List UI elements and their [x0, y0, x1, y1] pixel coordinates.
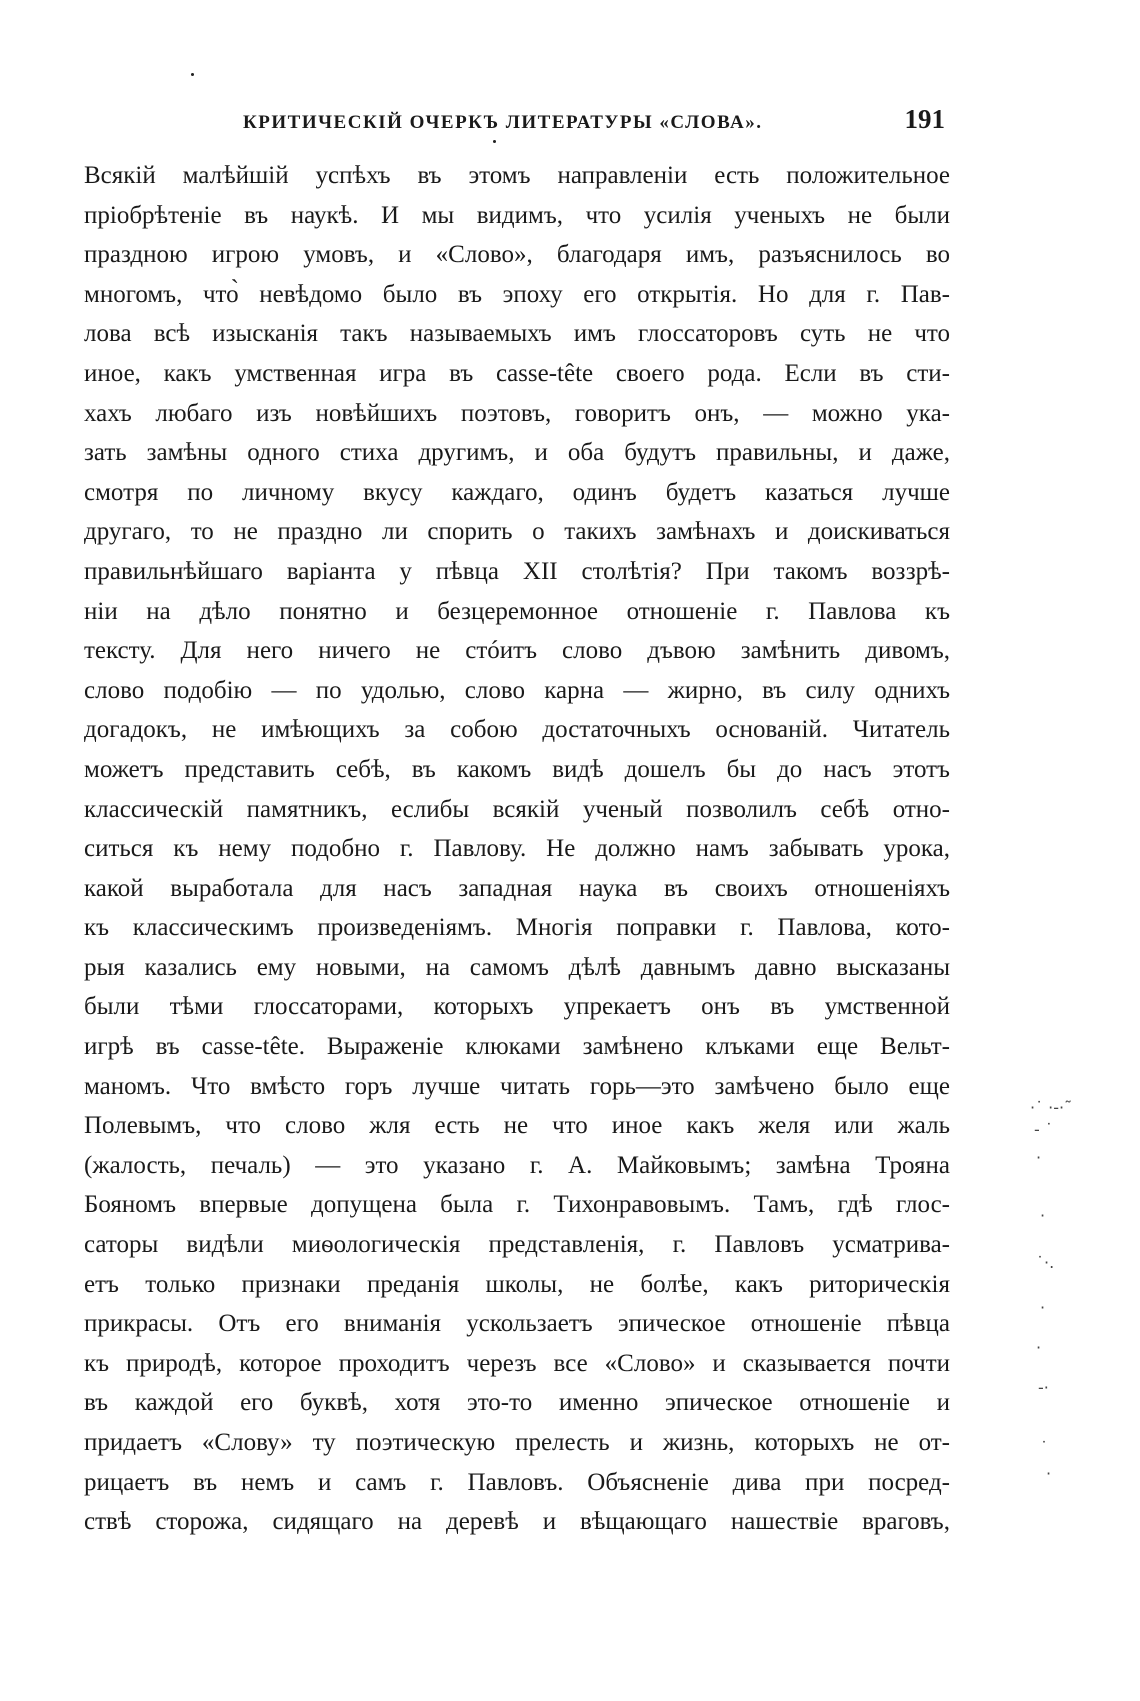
margin-smudge: ·: [1036, 1148, 1042, 1167]
text-line: саторы видѣли миѳологическія представленія, г. Павловъ усматрива-: [84, 1231, 950, 1259]
text-line: были тѣми глоссаторами, которыхъ упрекаетъ онъ въ умственной: [84, 993, 950, 1021]
text-line: многомъ, что̀ невѣдомо было въ эпоху его открытія. Но для г. Пав-: [84, 280, 950, 308]
text-line: Полевымъ, что слово жля есть не что иное какъ желя или жаль: [84, 1112, 950, 1140]
text-line: къ природѣ, которое проходитъ черезъ все «Слово» и сказывается почти: [84, 1349, 950, 1377]
text-line: рыя казались ему новыми, на самомъ дѣлѣ давнымъ давно высказаны: [84, 953, 950, 981]
text-line: лова всѣ изысканія такъ называемыхъ имъ глоссаторовъ суть не что: [84, 320, 950, 348]
text-line: хахъ любаго изъ новѣйшихъ поэтовъ, говоритъ онъ, — можно ука-: [84, 399, 950, 427]
text-line: зать замѣны одного стиха другимъ, и оба будутъ правильны, и даже,: [84, 439, 950, 467]
scan-speck: [493, 140, 496, 143]
text-line: тексту. Для него ничего не стóитъ слово дъвою замѣнить дивомъ,: [84, 637, 950, 665]
text-line: слово подобію — по удолью, слово карна — жирно, въ силу однихъ: [84, 676, 950, 704]
text-line: какой выработала для насъ западная наука въ своихъ отношеніяхъ: [84, 874, 950, 902]
text-line: смотря по личному вкусу каждаго, одинъ будетъ казаться лучше: [84, 478, 950, 506]
text-line: къ классическимъ произведеніямъ. Многія поправки г. Павлова, кото-: [84, 914, 950, 942]
text-line: можетъ представить себѣ, въ какомъ видѣ дошелъ бы до насъ этотъ: [84, 755, 950, 783]
body-text: [84, 156, 950, 1542]
text-line: Бояномъ впервые допущена была г. Тихонравовымъ. Тамъ, гдѣ глос-: [84, 1191, 950, 1219]
text-line: придаетъ «Слову» ту поэтическую прелесть и жизнь, которыхъ не от-: [84, 1429, 950, 1456]
text-line: прикрасы. Отъ его вниманія ускользаетъ эпическое отношеніе пѣвца: [84, 1310, 950, 1338]
text-line: рицаетъ въ немъ и самъ г. Павловъ. Объясненіе дива при посред-: [84, 1468, 950, 1496]
margin-smudge: ˙·.: [1036, 1253, 1055, 1272]
margin-smudge: ˙: [1040, 1438, 1048, 1457]
text-line: маномъ. Что вмѣсто горъ лучше читать горь—это замѣчено было еще: [84, 1072, 950, 1100]
text-line: классическій памятникъ, еслибы всякій ученый позволилъ себѣ отно-: [84, 795, 950, 823]
margin-smudge: ·: [1036, 1338, 1042, 1357]
margin-smudge: ‑ ˙: [1034, 1120, 1053, 1139]
text-line: етъ только признаки преданія школы, не болѣе, какъ риторическія: [84, 1270, 950, 1298]
text-line: праздною игрою умовъ, и «Слово», благодаря имъ, разъяснилось во: [84, 241, 950, 269]
running-title: КРИТИЧЕСКІЙ ОЧЕРКЪ ЛИТЕРАТУРЫ «СЛОВА».: [243, 112, 763, 133]
margin-smudge: ·˙ ·‑·˜: [1030, 1098, 1073, 1117]
running-header: [135, 104, 945, 138]
margin-smudge: ‑·: [1038, 1378, 1049, 1397]
text-line: въ каждой его буквѣ, хотя это-то именно эпическое отношеніе и: [84, 1389, 950, 1417]
text-line: пріобрѣтеніе въ наукѣ. И мы видимъ, что усилія ученыхъ не были: [84, 201, 950, 229]
text-line: Всякій малѣйшій успѣхъ въ этомъ направленіи есть положительное: [84, 162, 950, 189]
text-line: игрѣ въ casse-tête. Выраженіе клюками замѣнено клъками еще Вельт-: [84, 1033, 950, 1061]
page-number: 191: [904, 104, 945, 134]
margin-smudge: ·: [1040, 1206, 1046, 1225]
text-line: иное, какъ умственная игра въ casse-tête своего рода. Если въ сти-: [84, 359, 950, 387]
margin-smudge: ·: [1046, 1464, 1052, 1483]
text-line: ствѣ сторожа, сидящаго на деревѣ и вѣщающаго нашествіе враговъ,: [84, 1508, 950, 1536]
text-line: другаго, то не праздно ли спорить о такихъ замѣнахъ и доискиваться: [84, 518, 950, 546]
text-line: (жалость, печаль) — это указано г. А. Майковымъ; замѣна Трояна: [84, 1151, 950, 1179]
text-line: догадокъ, не имѣющихъ за собою достаточныхъ основаній. Читатель: [84, 716, 950, 744]
text-line: ситься къ нему подобно г. Павлову. Не должно намъ забывать урока,: [84, 835, 950, 863]
text-line: ніи на дѣло понятно и безцеремонное отношеніе г. Павлова къ: [84, 597, 950, 625]
scan-speck: [191, 73, 194, 76]
text-line: правильнѣйшаго варіанта у пѣвца XII столѣтія? При такомъ воззрѣ-: [84, 557, 950, 585]
margin-smudge: ·: [1040, 1298, 1046, 1317]
